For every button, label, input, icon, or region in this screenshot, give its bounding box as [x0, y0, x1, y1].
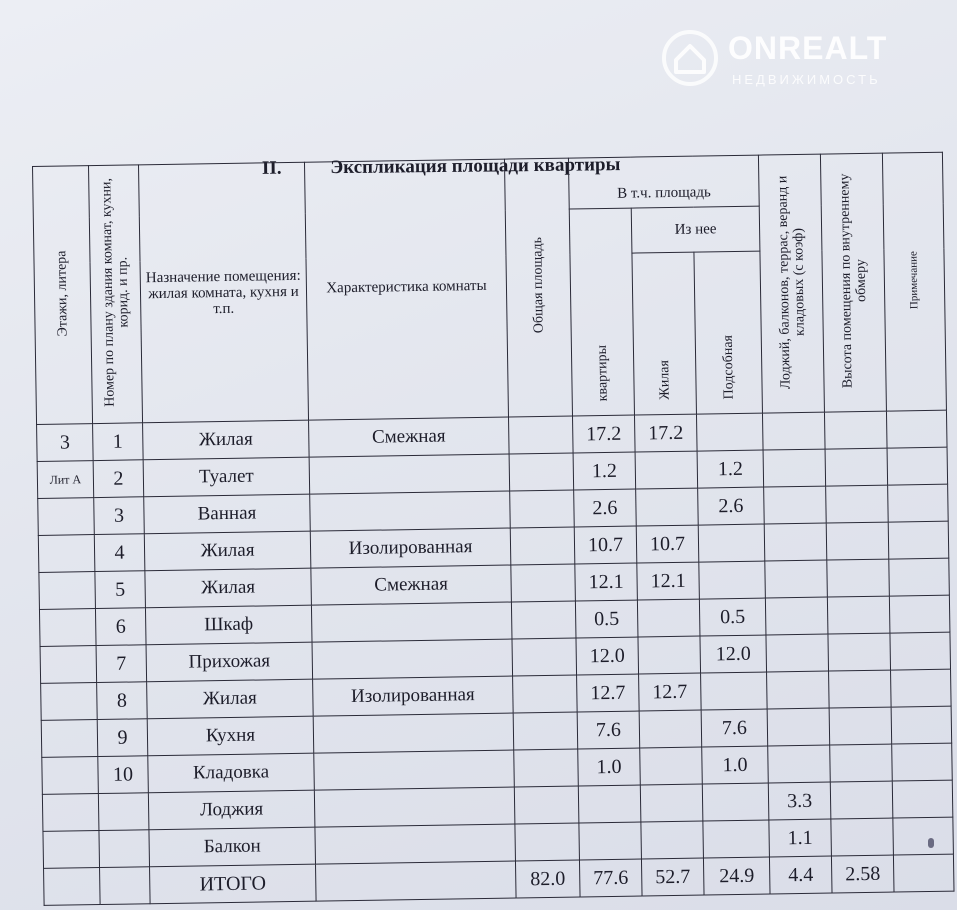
- header-of-which: Из нее: [631, 206, 760, 253]
- living-area-cell: 17.2: [634, 414, 697, 452]
- room-number-cell: 2: [93, 460, 144, 498]
- total-area-cell: [513, 675, 578, 713]
- height-cell: [826, 522, 889, 560]
- apartment-area-cell: 2.6: [574, 489, 637, 527]
- apartment-area-cell: 7.6: [577, 711, 640, 749]
- floor-cell: [41, 720, 98, 758]
- auxiliary-area-cell: [696, 413, 763, 451]
- total-area-cell: [511, 564, 576, 602]
- header-purpose: Назначение помещения: жилая комната, кухня и т.п.: [138, 162, 308, 423]
- auxiliary-area-cell: 2.6: [698, 487, 765, 525]
- purpose-cell: Жилая: [143, 420, 310, 460]
- total-area-cell: [515, 823, 580, 861]
- height-cell: [830, 781, 893, 819]
- height-cell: [828, 633, 891, 671]
- total-area-cell: [513, 712, 578, 750]
- room-number-cell: [99, 830, 150, 868]
- loggia-area-cell: [765, 560, 828, 598]
- purpose-cell: Кладовка: [148, 753, 315, 793]
- living-area-cell: [635, 451, 698, 489]
- floor-cell: [42, 794, 99, 832]
- header-auxiliary: Подсобная: [694, 251, 763, 414]
- room-number-cell: 6: [95, 608, 146, 646]
- note-cell: [892, 780, 953, 818]
- room-number-cell: 8: [97, 682, 148, 720]
- room-number-cell: 3: [94, 497, 145, 535]
- header-room-number: Номер по плану здания комнат, кухни, корид. и пр.: [89, 165, 143, 424]
- apartment-area-cell: [579, 822, 642, 860]
- living-area-cell: [639, 710, 702, 748]
- auxiliary-area-cell: [699, 561, 766, 599]
- note-cell: [886, 410, 947, 448]
- auxiliary-area-cell: 7.6: [701, 709, 768, 747]
- characteristic-cell: Смежная: [311, 565, 512, 605]
- living-area-cell: [640, 747, 703, 785]
- room-number-cell: 9: [97, 719, 148, 757]
- total-area-cell: [514, 749, 579, 787]
- living-area-cell: [641, 821, 704, 859]
- watermark: [660, 28, 940, 98]
- note-cell: [892, 743, 953, 781]
- header-floor: Этажи, литера: [33, 166, 93, 425]
- living-area-cell: [638, 636, 701, 674]
- auxiliary-area-cell: [698, 524, 765, 562]
- purpose-cell: Прихожая: [146, 642, 313, 682]
- purpose-cell: Жилая: [145, 568, 312, 608]
- note-cell: [889, 558, 950, 596]
- loggia-area-cell: [767, 671, 830, 709]
- characteristic-cell: [310, 491, 511, 531]
- note-cell: [888, 484, 949, 522]
- total-area-cell: [511, 601, 576, 639]
- room-number-cell: 4: [94, 534, 145, 572]
- auxiliary-area-cell: [701, 672, 768, 710]
- floor-cell: [39, 572, 96, 610]
- loggia-area-cell: [763, 449, 826, 487]
- total-area-cell: [510, 490, 575, 528]
- total-note: [893, 854, 954, 892]
- height-cell: [824, 411, 887, 449]
- note-cell: [887, 447, 948, 485]
- characteristic-cell: [309, 454, 510, 494]
- watermark-name: ONREALT: [728, 30, 888, 66]
- header-total-area: Общая площадь: [504, 158, 572, 417]
- auxiliary-area-cell: 1.0: [702, 746, 769, 784]
- living-area-cell: 10.7: [636, 525, 699, 563]
- note-cell: [891, 669, 952, 707]
- purpose-cell: Жилая: [144, 531, 311, 571]
- section-number: II.: [261, 157, 282, 179]
- characteristic-cell: [314, 787, 515, 827]
- total-floor-cell: [44, 868, 101, 906]
- total-living-area: 52.7: [641, 858, 704, 896]
- loggia-area-cell: [766, 634, 829, 672]
- room-number-cell: 5: [95, 571, 146, 609]
- floor-cell: Лит А: [37, 461, 94, 499]
- purpose-cell: Лоджия: [148, 790, 315, 830]
- floor-cell: [42, 757, 99, 795]
- loggia-area-cell: [765, 597, 828, 635]
- height-cell: [830, 744, 893, 782]
- section-title-text: Экспликация площади квартиры: [330, 154, 621, 179]
- apartment-area-cell: 12.0: [576, 637, 639, 675]
- apartment-area-cell: 1.0: [578, 748, 641, 786]
- total-area-cell: [512, 638, 577, 676]
- height-cell: [826, 485, 889, 523]
- apartment-area-cell: 0.5: [575, 600, 638, 638]
- purpose-cell: Туалет: [143, 457, 310, 497]
- purpose-cell: Жилая: [147, 679, 314, 719]
- auxiliary-area-cell: [702, 783, 769, 821]
- total-label: ИТОГО: [150, 864, 317, 904]
- room-number-cell: 7: [96, 645, 147, 683]
- room-number-cell: [98, 793, 149, 831]
- note-cell: [888, 521, 949, 559]
- header-incl-area: В т.ч. площадь: [568, 155, 759, 209]
- note-cell: [893, 817, 954, 855]
- purpose-cell: Балкон: [149, 827, 316, 867]
- floor-cell: [41, 683, 98, 721]
- house-logo-icon: [660, 28, 720, 88]
- characteristic-cell: [312, 639, 513, 679]
- purpose-cell: Шкаф: [145, 605, 312, 645]
- height-cell: [825, 448, 888, 486]
- height-cell: [827, 559, 890, 597]
- floor-cell: [40, 646, 97, 684]
- room-number-cell: 10: [98, 756, 149, 794]
- watermark-subtitle: НЕДВИЖИМОСТЬ: [732, 72, 881, 87]
- characteristic-cell: [313, 713, 514, 753]
- height-cell: [829, 707, 892, 745]
- floor-cell: [39, 609, 96, 647]
- apartment-area-cell: 1.2: [573, 452, 636, 490]
- floor-cell: [38, 498, 95, 536]
- header-height: Высота помещения по внутреннему обмеру: [820, 153, 886, 412]
- total-auxiliary-area: 24.9: [703, 857, 770, 895]
- characteristic-cell: Изолированная: [310, 528, 511, 568]
- auxiliary-area-cell: 0.5: [699, 598, 766, 636]
- living-area-cell: 12.7: [639, 673, 702, 711]
- loggia-area-cell: [764, 486, 827, 524]
- loggia-area-cell: 3.3: [768, 782, 831, 820]
- total-area-cell: [509, 416, 574, 454]
- height-cell: [827, 596, 890, 634]
- total-total-area: 82.0: [515, 860, 580, 898]
- characteristic-cell: [311, 602, 512, 642]
- loggia-area-cell: [767, 708, 830, 746]
- header-apartment: квартиры: [569, 208, 634, 416]
- height-cell: [829, 670, 892, 708]
- purpose-cell: Ванная: [144, 494, 311, 534]
- floor-cell: [43, 831, 100, 869]
- explication-table-wrapper: [32, 152, 955, 906]
- living-area-cell: [637, 599, 700, 637]
- characteristic-cell: [315, 824, 516, 864]
- note-cell: [889, 595, 950, 633]
- header-characteristic: Характеристика комнаты: [304, 159, 508, 420]
- floor-cell: [38, 535, 95, 573]
- purpose-cell: Кухня: [147, 716, 314, 756]
- room-number-cell: 1: [93, 423, 144, 461]
- total-area-cell: [509, 453, 574, 491]
- characteristic-cell: [314, 750, 515, 790]
- total-height: 2.58: [831, 855, 894, 893]
- header-loggias: Лоджий, балконов, террас, веранд и кладовых (с коэф): [758, 154, 824, 413]
- characteristic-cell: Изолированная: [313, 676, 514, 716]
- living-area-cell: 12.1: [637, 562, 700, 600]
- apartment-area-cell: 10.7: [574, 526, 637, 564]
- auxiliary-area-cell: 1.2: [697, 450, 764, 488]
- apartment-area-cell: 17.2: [572, 415, 635, 453]
- apartment-area-cell: 12.1: [575, 563, 638, 601]
- height-cell: [831, 818, 894, 856]
- explication-table: [32, 152, 955, 906]
- loggia-area-cell: [764, 523, 827, 561]
- note-cell: [890, 632, 951, 670]
- note-cell: [891, 706, 952, 744]
- loggia-area-cell: 1.1: [769, 819, 832, 857]
- total-char-cell: [316, 861, 517, 901]
- loggia-area-cell: [768, 745, 831, 783]
- living-area-cell: [640, 784, 703, 822]
- apartment-area-cell: [578, 785, 641, 823]
- total-num-cell: [100, 867, 151, 905]
- auxiliary-area-cell: 12.0: [700, 635, 767, 673]
- header-living: Жилая: [632, 252, 697, 415]
- floor-cell: 3: [37, 424, 94, 462]
- characteristic-cell: Смежная: [309, 417, 510, 457]
- apartment-area-cell: 12.7: [577, 674, 640, 712]
- auxiliary-area-cell: [703, 820, 770, 858]
- pen-mark: [928, 838, 934, 848]
- living-area-cell: [636, 488, 699, 526]
- total-apartment-area: 77.6: [579, 859, 642, 897]
- loggia-area-cell: [763, 412, 826, 450]
- total-area-cell: [510, 527, 575, 565]
- total-loggia-area: 4.4: [769, 856, 832, 894]
- header-note: Примечание: [882, 152, 946, 411]
- total-area-cell: [514, 786, 579, 824]
